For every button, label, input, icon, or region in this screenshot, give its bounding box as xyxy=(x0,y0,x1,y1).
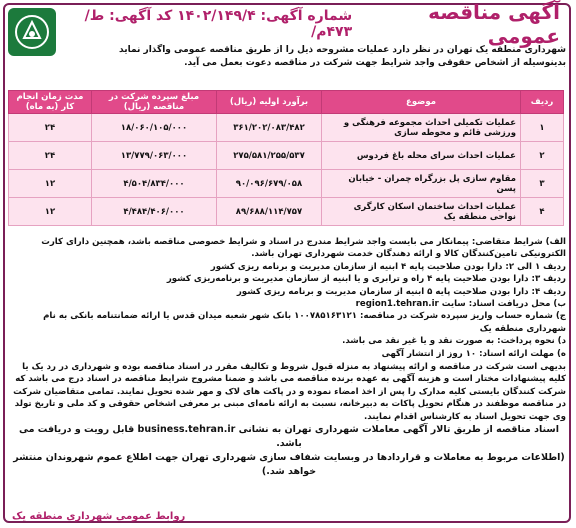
qualification-rows-1-2: ردیف ۱ الی ۲: دارا بودن صلاحیت پایه ۴ ابنیه از سازمان مدیریت و برنامه ریزی کشور xyxy=(210,261,566,272)
documents-location: ب) محل دریافت اسناد: سایت region1.tehran.ir xyxy=(355,299,566,310)
cell-subject: مقاوم سازی پل بزرگراه چمران - خیابان پسن xyxy=(322,170,521,198)
closing-line-1: اسناد مناقصه از طریق تالار آگهی معاملات شهرداری تهران به نشانی business.tehran.ir قابل رویت و دریافت می باشد. xyxy=(18,424,560,450)
public-relations-signature: روابط عمومی شهرداری منطقه یک xyxy=(12,511,186,522)
col-header-deposit: مبلغ سپرده شرکت در مناقصه (ریال) xyxy=(92,91,217,114)
general-terms: بدیهی است شرکت در مناقصه و ارائه پیشنهاد به منزله قبول شروط و تکالیف مقرر در اسناد مناقصه بوده و شهرداری در رد یک یا کلیه پیشنهادات مختار است و هزینه آگهی به عهده برنده مناقصه می باشد و ضمنا مشروح شرایط مناقصه در اسناد درج می باشد که شرکت کنندگان بایستی کلیه مدارک را پس از اخذ امضاء نموده و در پاکت های لاک و مهر شده تحویل نمایند. تمامی متقاضیان شرکت در مناقصه موظفند در هنگام تحویل پاکات به دبیرخانه، نسبت به ارائه نامه‌ای مبنی بر معرفی اشخاص حقوقی و کد ملی و تاریخ تولد وی جهت تحویل اسناد به کارشناس اقدام نمایند. xyxy=(13,362,566,422)
notice-number: شماره آگهی: ۱۴۰۲/۱۴۹/۴ کد آگهی: ط/۴۷۳م/ xyxy=(84,8,353,40)
cell-duration: ۲۴ xyxy=(9,114,92,142)
cell-duration: ۱۲ xyxy=(9,170,92,198)
cell-subject: عملیات احداث سرای محله باغ فردوس xyxy=(322,142,521,170)
payment-method: د) نحوه پرداخت: به صورت نقد و یا غیر نقد می باشد. xyxy=(342,336,566,347)
intro-text: شهرداری منطقه یک تهران در نظر دارد عملیات مشروحه ذیل را از طریق مناقصه عمومی واگذار نماید بدینوسیله از اشخاص حقوقی واجد شرایط جهت شرکت در مناقصه دعوت بعمل می آید. xyxy=(119,45,566,68)
cell-row-number: ۴ xyxy=(521,198,564,226)
tender-table xyxy=(8,90,564,226)
submission-deadline: ه) مهلت ارائه اسناد: ۱۰ روز از انتشار آگهی xyxy=(381,348,566,359)
cell-deposit: ۱۸/۰۶۰/۱۰۵/۰۰۰ xyxy=(92,114,217,142)
cell-estimate: ۳۶۱/۲۰۲/۰۸۳/۴۸۲ xyxy=(217,114,322,142)
table-row xyxy=(9,114,564,142)
col-header-row: ردیف xyxy=(521,91,564,114)
cell-deposit: ۴/۵۰۴/۸۳۴/۰۰۰ xyxy=(92,170,217,198)
cell-duration: ۲۴ xyxy=(9,142,92,170)
tender-table-header xyxy=(9,91,564,114)
cell-estimate: ۹۰/۰۹۶/۶۷۹/۰۵۸ xyxy=(217,170,322,198)
cell-row-number: ۱ xyxy=(521,114,564,142)
cell-duration: ۱۲ xyxy=(9,198,92,226)
cell-estimate: ۲۷۵/۵۸۱/۲۵۵/۵۳۷ xyxy=(217,142,322,170)
qualification-row-4: ردیف ۴: دارا بودن صلاحیت پایه ۵ ابنیه از سازمان مدیریت و برنامه ریزی کشور xyxy=(236,286,566,297)
cell-subject: عملیات احداث ساختمان اسکان کارگری نواحی منطقه یک xyxy=(322,198,521,226)
qualification-row-3: ردیف ۳: دارا بودن صلاحیت پایه ۴ راه و ترابری و یا ابنیه از سازمان مدیریت و برنامه‌ریزی کشور xyxy=(166,274,566,285)
closing-line-2: (اطلاعات مربوط به معاملات و قراردادها در وبسایت شفاف سازی شهرداری تهران جهت اطلاع عموم شهروندان منتشر خواهد شد.) xyxy=(13,452,565,478)
applicant-conditions: الف) شرایط متقاضی: پیمانکار می بایست واجد شرایط مندرج در اسناد و شرایط خصوصی مناقصه باشد، همچنین دارای کارت الکترونیکی تامین‌کنندگان کالا و ارائه دهندگان خدمت شهرداری تهران باشد. xyxy=(41,237,566,260)
cell-deposit: ۴/۴۸۴/۴۰۶/۰۰۰ xyxy=(92,198,217,226)
logo-emblem-icon xyxy=(12,12,52,52)
tehran-municipality-logo xyxy=(8,8,56,56)
table-row xyxy=(9,142,564,170)
deposit-account: ج) شماره حساب واریز سپرده شرکت در مناقصه: ۱۰۰۷۸۵۱۶۳۱۲۱ بانک شهر شعبه میدان قدس یا ارائه ضمانتنامه بانکی به نام شهرداری منطقه یک xyxy=(43,311,566,334)
notice-body xyxy=(12,236,566,479)
table-row xyxy=(9,170,564,198)
cell-estimate: ۸۹/۶۸۸/۱۱۴/۷۵۷ xyxy=(217,198,322,226)
notice-title: آگهی مناقصه عمومی xyxy=(428,0,560,48)
cell-deposit: ۱۳/۷۷۹/۰۶۳/۰۰۰ xyxy=(92,142,217,170)
col-header-subject: موضوع xyxy=(322,91,521,114)
notice-header xyxy=(60,0,560,48)
table-row xyxy=(9,198,564,226)
col-header-estimate: برآورد اولیه (ریال) xyxy=(217,91,322,114)
cell-row-number: ۳ xyxy=(521,170,564,198)
cell-row-number: ۲ xyxy=(521,142,564,170)
col-header-duration: مدت زمان انجام کار (به ماه) xyxy=(9,91,92,114)
cell-subject: عملیات تکمیلی احداث مجموعه فرهنگی و ورزشی قائم و محوطه سازی xyxy=(322,114,521,142)
